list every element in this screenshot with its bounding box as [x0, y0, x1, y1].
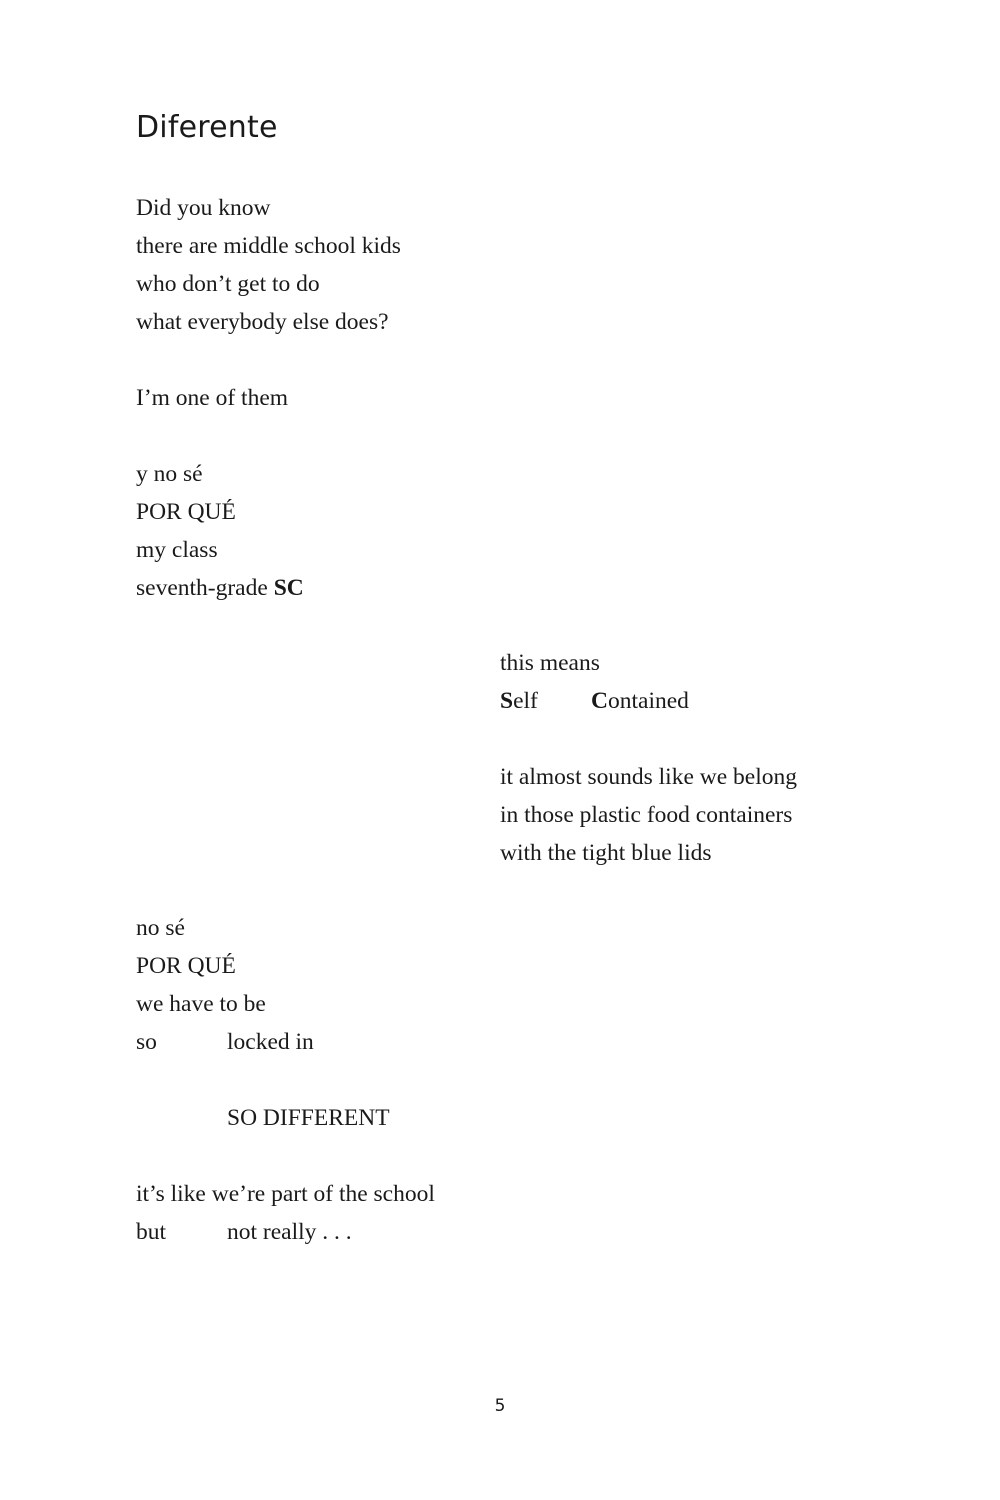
- poem-line: Did you know: [136, 195, 271, 221]
- poem-line: who don’t get to do: [136, 271, 320, 297]
- poem-line: [500, 686, 538, 716]
- poem-line: in those plastic food containers: [500, 802, 793, 828]
- poem-line: SO DIFFERENT: [227, 1105, 390, 1131]
- poem-line: what everybody else does?: [136, 309, 389, 335]
- poem-line: [136, 573, 304, 603]
- poem-line: locked in: [227, 1029, 314, 1055]
- poem-line: POR QUÉ: [136, 499, 236, 525]
- bold-initial: C: [591, 688, 608, 714]
- poem-line: this means: [500, 650, 600, 676]
- poem-line: with the tight blue lids: [500, 840, 712, 866]
- poem-line: not really . . .: [227, 1219, 352, 1245]
- poem-line: POR QUÉ: [136, 953, 236, 979]
- poem-line: y no sé: [136, 461, 203, 487]
- poem-line: it’s like we’re part of the school: [136, 1181, 435, 1207]
- poem-line: no sé: [136, 915, 185, 941]
- word-rest: ontained: [607, 688, 689, 714]
- poem-line: [591, 686, 689, 716]
- poem-line: there are middle school kids: [136, 233, 401, 259]
- bold-initial: S: [500, 688, 514, 714]
- poem-line: my class: [136, 537, 218, 563]
- word-rest: elf: [513, 688, 538, 714]
- bold-abbreviation: SC: [273, 575, 304, 601]
- poem-line: so: [136, 1029, 157, 1055]
- poem-line: but: [136, 1219, 167, 1245]
- poem-line: it almost sounds like we belong: [500, 764, 797, 790]
- poem-title: Diferente: [136, 110, 278, 145]
- page-number: 5: [494, 1396, 506, 1416]
- line-text: seventh-grade: [136, 575, 274, 601]
- poem-line: I’m one of them: [136, 385, 289, 411]
- poem-line: we have to be: [136, 991, 266, 1017]
